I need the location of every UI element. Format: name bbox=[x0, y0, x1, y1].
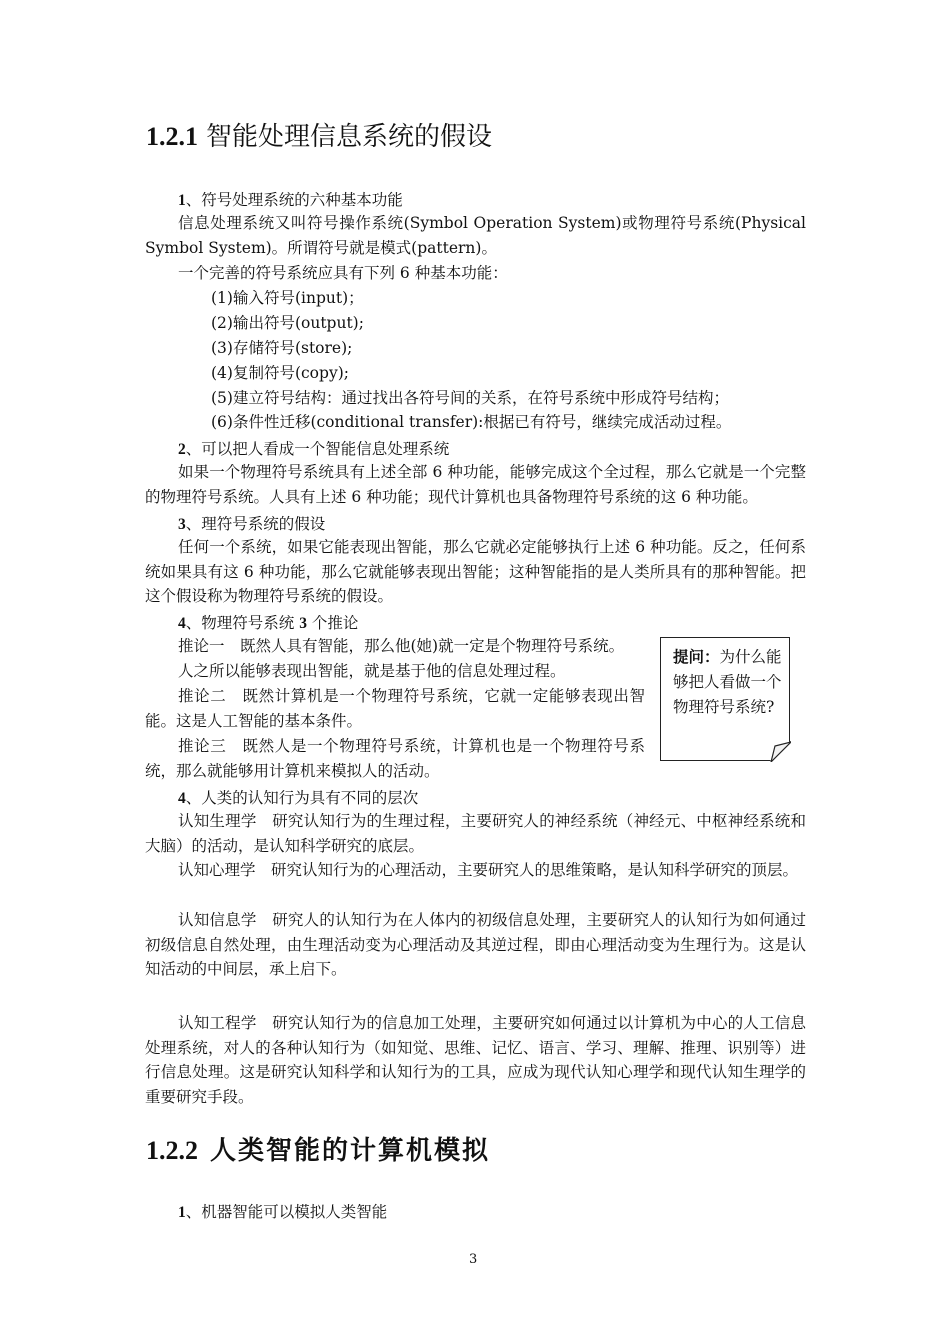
paragraph: 认知工程学 研究认知行为的信息加工处理，主要研究如何通过以计算机为中心的人工信息处理系统，对人的各种认知行为（如知觉、思维、记忆、语言、学习、理解、推理、识别等）进行信息处理。这是研究认知科学和认知行为的工具，应成为现代认知心理学和现代认知生理学的重要研究手段。 bbox=[145, 1014, 806, 1106]
paragraph: 如果一个物理符号系统具有上述全部 6 种功能，能够完成这个全过程，那么它就是一个完整的物理符号系统。人具有上述 6 种功能；现代计算机也具备物理符号系统的这 6 种功能。 bbox=[145, 463, 806, 506]
note-lead: 提问： bbox=[673, 647, 720, 666]
subheading-number: 2 bbox=[178, 441, 186, 458]
section-title: 人类智能的计算机模拟 bbox=[210, 1136, 491, 1166]
paragraph: 认知生理学 研究认知行为的生理过程，主要研究人的神经系统（神经元、中枢神经系统和大脑）的活动，是认知科学研究的底层。 bbox=[145, 812, 806, 855]
list-item: (2)输出符号(output); bbox=[211, 314, 364, 332]
corollary-1-line2: 人之所以能够表现出智能，就是基于他的信息处理过程。 bbox=[178, 662, 566, 680]
paragraph: 信息处理系统又叫符号操作系统(Symbol Operation System)或物理符号系统(Physical Symbol System)。所谓符号就是模式(pattern)。 bbox=[145, 214, 806, 257]
subheading-text: 、符号处理系统的六种基本功能 bbox=[185, 191, 403, 209]
note-content bbox=[673, 644, 783, 720]
subheading-text: 个推论 bbox=[306, 614, 359, 632]
subheading-text: 、理符号系统的假设 bbox=[185, 515, 326, 533]
subheading-number: 3 bbox=[178, 516, 186, 533]
subheading-number: 1 bbox=[178, 192, 186, 209]
section-number: 1.2.2 bbox=[146, 1136, 198, 1165]
page-number: 3 bbox=[469, 1252, 478, 1267]
subheading-text: 、物理符号系统 bbox=[185, 614, 300, 632]
list-item: (1)输入符号(input)； bbox=[211, 289, 364, 307]
list-item: (3)存储符号(store); bbox=[211, 339, 353, 357]
subheading-count: 3 bbox=[299, 615, 307, 632]
subheading-number: 4 bbox=[178, 615, 186, 632]
corollary-2: 推论二 既然计算机是一个物理符号系统，它就一定能够表现出智能。这是人工智能的基本条件。 bbox=[145, 687, 645, 730]
subheading-item2 bbox=[178, 437, 449, 459]
paragraph: 任何一个系统，如果它能表现出智能，那么它就必定能够执行上述 6 种功能。反之，任何系统如果具有这 6 种功能，那么它就能够表现出智能；这种智能指的是人类所具有的那种智能。把这个假设称为物理符号系统的假设。 bbox=[145, 538, 806, 605]
list-item: (5)建立符号结构：通过找出各符号间的关系，在符号系统中形成符号结构； bbox=[211, 389, 729, 407]
paragraph: 一个完善的符号系统应具有下列 6 种基本功能： bbox=[178, 264, 508, 282]
list-item: (6)条件性迁移(conditional transfer):根据已有符号，继续完成活动过程。 bbox=[211, 413, 732, 431]
section-title: 智能处理信息系统的假设 bbox=[206, 122, 493, 152]
section-number: 1.2.1 bbox=[146, 122, 198, 151]
folded-corner-icon bbox=[769, 740, 791, 762]
subheading-text: 、人类的认知行为具有不同的层次 bbox=[185, 789, 419, 807]
subheading-text: 、机器智能可以模拟人类智能 bbox=[185, 1203, 388, 1221]
list-item: (4)复制符号(copy); bbox=[211, 364, 349, 382]
question-note-box bbox=[660, 637, 790, 761]
subheading-item4a bbox=[178, 611, 358, 633]
subheading-text: 、可以把人看成一个智能信息处理系统 bbox=[185, 440, 450, 458]
corollary-1-line1: 推论一 既然人具有智能，那么他(她)就一定是个物理符号系统。 bbox=[178, 637, 625, 655]
subheading-item4b bbox=[178, 786, 418, 808]
note-question: 为什么能够把人看做一个物理符号系统? bbox=[673, 648, 782, 716]
subheading-item3 bbox=[178, 512, 325, 534]
subheading-item1 bbox=[178, 188, 403, 210]
paragraph: 认知心理学 研究认知行为的心理活动，主要研究人的思维策略，是认知科学研究的顶层。 bbox=[178, 861, 799, 879]
subheading-number: 1 bbox=[178, 1204, 186, 1221]
subheading-number: 4 bbox=[178, 790, 186, 807]
paragraph: 认知信息学 研究人的认知行为在人体内的初级信息处理，主要研究人的认知行为如何通过初级信息自然处理，由生理活动变为心理活动及其逆过程，即由心理活动变为生理行为。这是认知活动的中间层，承上启下。 bbox=[145, 911, 806, 978]
corollary-3: 推论三 既然人是一个物理符号系统，计算机也是一个物理符号系统，那么就能够用计算机来模拟人的活动。 bbox=[145, 737, 645, 780]
section-heading-1-2-1 bbox=[146, 116, 492, 153]
subheading-section2-item1 bbox=[178, 1200, 387, 1222]
section-heading-1-2-2 bbox=[146, 1130, 490, 1167]
